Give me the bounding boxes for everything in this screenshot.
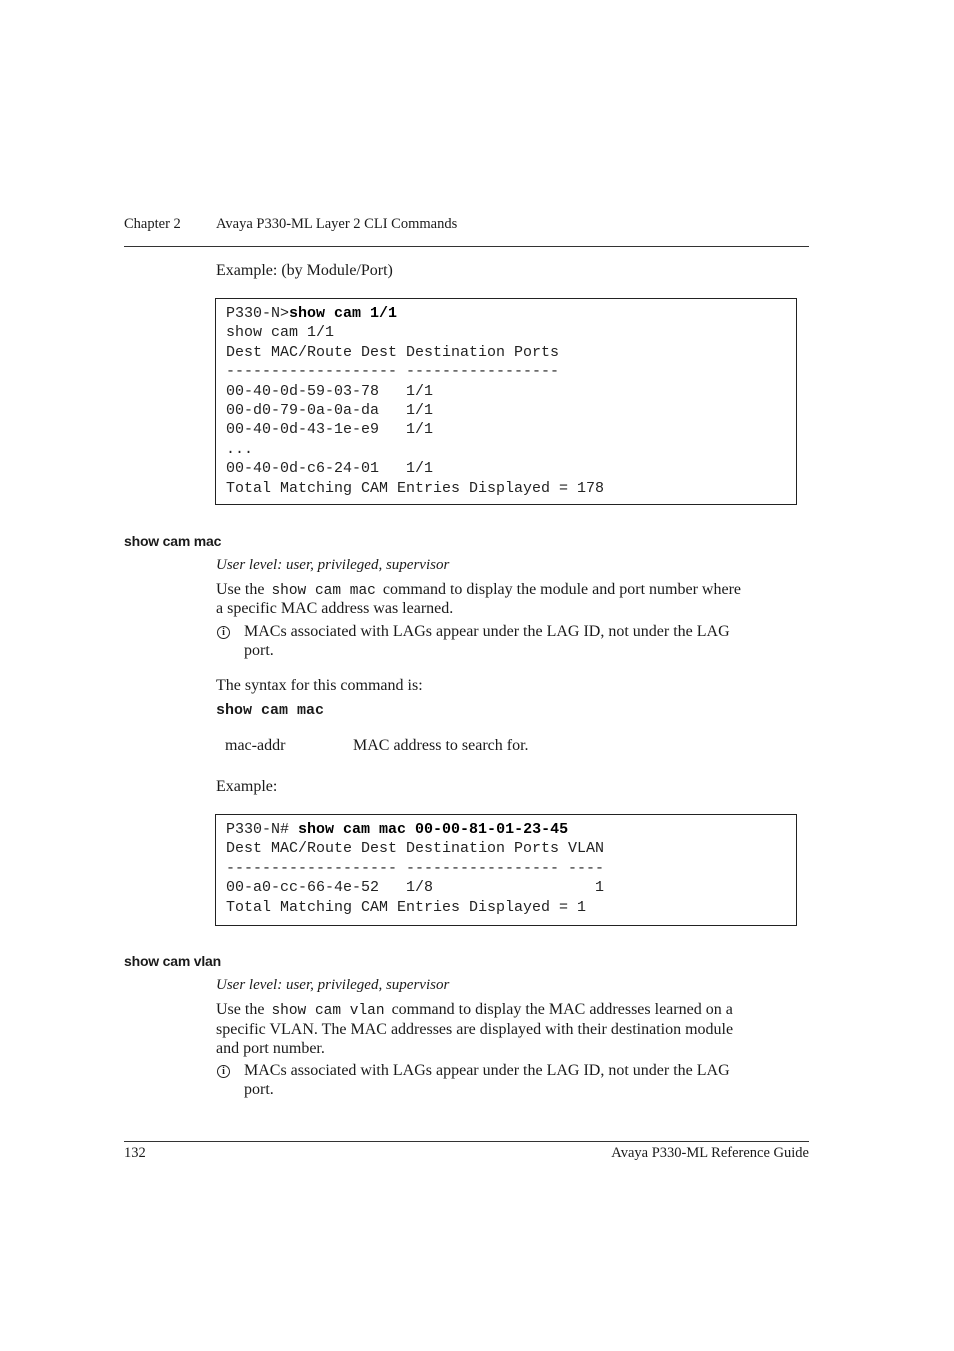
footer-guide-title: Avaya P330-ML Reference Guide [611, 1145, 809, 1161]
code-output-line: Dest MAC/Route Dest Destination Ports VLAN [226, 840, 605, 858]
code-block-show-cam-mac [215, 814, 797, 926]
description-line: specific VLAN. The MAC addresses are displayed with their destination module [216, 1021, 734, 1038]
header-rule [124, 246, 809, 247]
note-text: MACs associated with LAGs appear under the LAG ID, not under the LAG [244, 1062, 730, 1079]
code-command: show cam mac 00-00-81-01-23-45 [298, 821, 569, 838]
code-prompt-line [226, 304, 796, 323]
code-output-line: 00-a0-cc-66-4e-52 1/8 1 [226, 879, 605, 897]
info-circle-icon: i [217, 1065, 230, 1078]
description-line: and port number. [216, 1040, 325, 1057]
description-line [216, 1000, 733, 1022]
code-output-line: 00-d0-79-0a-0a-da 1/1 [226, 401, 434, 419]
code-command: show cam 1/1 [289, 305, 398, 322]
page-number: 132 [124, 1145, 146, 1161]
note-text: MACs associated with LAGs appear under the LAG ID, not under the LAG [244, 623, 730, 640]
code-prompt: P330-N> [226, 305, 290, 322]
code-output-line: ------------------- ----------------- ---- [226, 859, 605, 877]
code-output-line: Total Matching CAM Entries Displayed = 178 [226, 479, 605, 497]
code-output-line: show cam 1/1 [226, 324, 335, 342]
description-text: Use the [216, 1001, 265, 1018]
example-intro: Example: (by Module/Port) [216, 262, 393, 279]
code-prompt: P330-N# [226, 821, 290, 838]
code-output-line: 00-40-0d-c6-24-01 1/1 [226, 460, 434, 478]
code-block-show-cam-module-port [215, 298, 797, 505]
section-heading-show-cam-vlan: show cam vlan [124, 953, 221, 969]
header-title: Avaya P330-ML Layer 2 CLI Commands [216, 216, 458, 232]
user-level: User level: user, privileged, supervisor [216, 977, 450, 993]
description-text: command to display the module and port number where [382, 581, 741, 598]
description-text: Use the [216, 581, 265, 598]
footer-rule [124, 1141, 809, 1142]
note-text: port. [244, 642, 274, 659]
note-text: port. [244, 1081, 274, 1098]
user-level: User level: user, privileged, supervisor [216, 557, 450, 573]
code-output-line: 00-40-0d-43-1e-e9 1/1 [226, 421, 434, 439]
inline-command: show cam vlan [271, 1003, 385, 1019]
code-output-line: Total Matching CAM Entries Displayed = 1 [226, 898, 587, 916]
param-description: MAC address to search for. [353, 737, 529, 754]
syntax-intro: The syntax for this command is: [216, 677, 423, 694]
example-label: Example: [216, 778, 278, 795]
section-heading-show-cam-mac: show cam mac [124, 533, 222, 549]
code-output-line: ------------------- ----------------- [226, 363, 560, 381]
code-output-line: Dest MAC/Route Dest Destination Ports [226, 343, 560, 361]
inline-command: show cam mac [271, 583, 376, 599]
description-text: command to display the MAC addresses learned on a [391, 1001, 733, 1018]
code-output-line: ... [226, 440, 254, 458]
syntax-command: show cam mac [216, 702, 325, 719]
description-line: a specific MAC address was learned. [216, 600, 454, 617]
param-name: mac-addr [225, 737, 286, 754]
info-circle-icon: i [217, 626, 230, 639]
header-chapter: Chapter 2 [124, 216, 181, 232]
code-output-line: 00-40-0d-59-03-78 1/1 [226, 382, 434, 400]
code-prompt-line [226, 820, 796, 839]
